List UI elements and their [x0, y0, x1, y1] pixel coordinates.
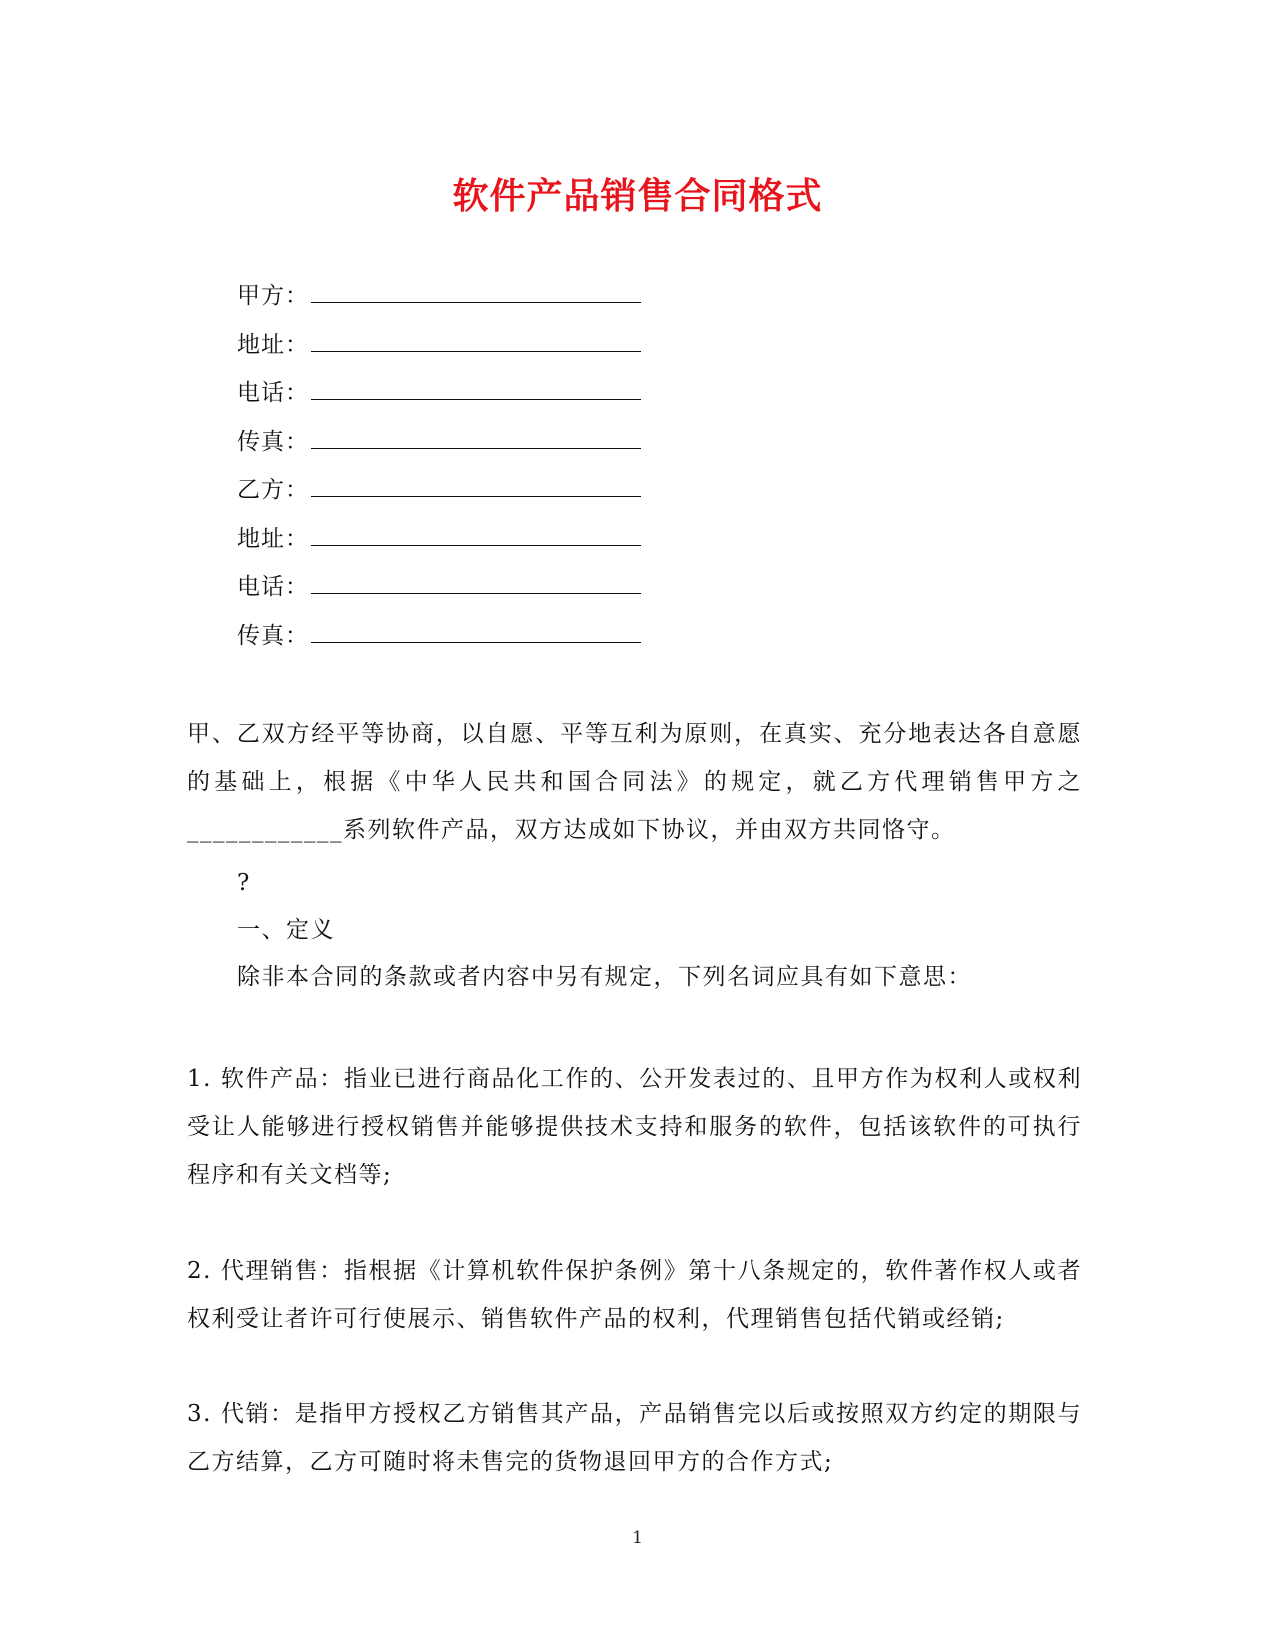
fill-in-blank — [311, 426, 641, 449]
field-label: 甲方： — [237, 283, 309, 309]
party-a-name-field — [237, 280, 641, 329]
party-a-address-field — [237, 329, 641, 378]
party-b-phone-field — [237, 571, 641, 620]
field-label: 电话： — [237, 380, 309, 406]
question-mark-line: ? — [237, 870, 251, 896]
fill-in-blank — [311, 523, 641, 546]
party-b-address-field — [237, 523, 641, 572]
page-number: 1 — [632, 1528, 643, 1548]
clause-3: 3. 代销：是指甲方授权乙方销售其产品，产品销售完以后或按照双方约定的期限与乙方结算，乙方可随时将未售完的货物退回甲方的合作方式; — [187, 1401, 1082, 1475]
field-label: 传真： — [237, 428, 309, 455]
field-label: 电话： — [237, 574, 309, 600]
clause-2: 2. 代理销售：指根据《计算机软件保护条例》第十八条规定的，软件著作权人或者权利受让者许可行使展示、销售软件产品的权利，代理销售包括代销或经销; — [187, 1258, 1082, 1332]
field-label: 地址： — [237, 525, 309, 552]
fill-in-blank — [311, 620, 641, 643]
document-title: 软件产品销售合同格式 — [452, 175, 823, 217]
preamble-paragraph: 甲、乙双方经平等协商，以自愿、平等互利为原则，在真实、充分地表达各自意愿的基础上，根据《中华人民共和国合同法》的规定，就乙方代理销售甲方之____________系列软件产品，双方达成如下协议，并由双方共同恪守。 — [187, 721, 1082, 843]
fill-in-blank — [311, 377, 641, 400]
section-intro: 除非本合同的条款或者内容中另有规定，下列名词应具有如下意思： — [237, 964, 972, 990]
party-b-fax-field — [237, 620, 641, 669]
field-label: 传真： — [237, 622, 309, 649]
fill-in-blank — [311, 329, 641, 352]
party-b-name-field — [237, 474, 641, 523]
party-a-phone-field — [237, 377, 641, 426]
fill-in-blank — [311, 474, 641, 497]
section-heading: 一、定义 — [237, 917, 335, 943]
fill-in-blank — [311, 280, 641, 303]
clause-1: 1. 软件产品：指业已进行商品化工作的、公开发表过的、且甲方作为权利人或权利受让人能够进行授权销售并能够提供技术支持和服务的软件，包括该软件的可执行程序和有关文档等; — [187, 1066, 1082, 1188]
field-label: 乙方： — [237, 477, 309, 503]
fill-in-blank — [311, 571, 641, 594]
field-label: 地址： — [237, 331, 309, 358]
party-a-fax-field — [237, 426, 641, 475]
party-info-block — [237, 280, 641, 668]
